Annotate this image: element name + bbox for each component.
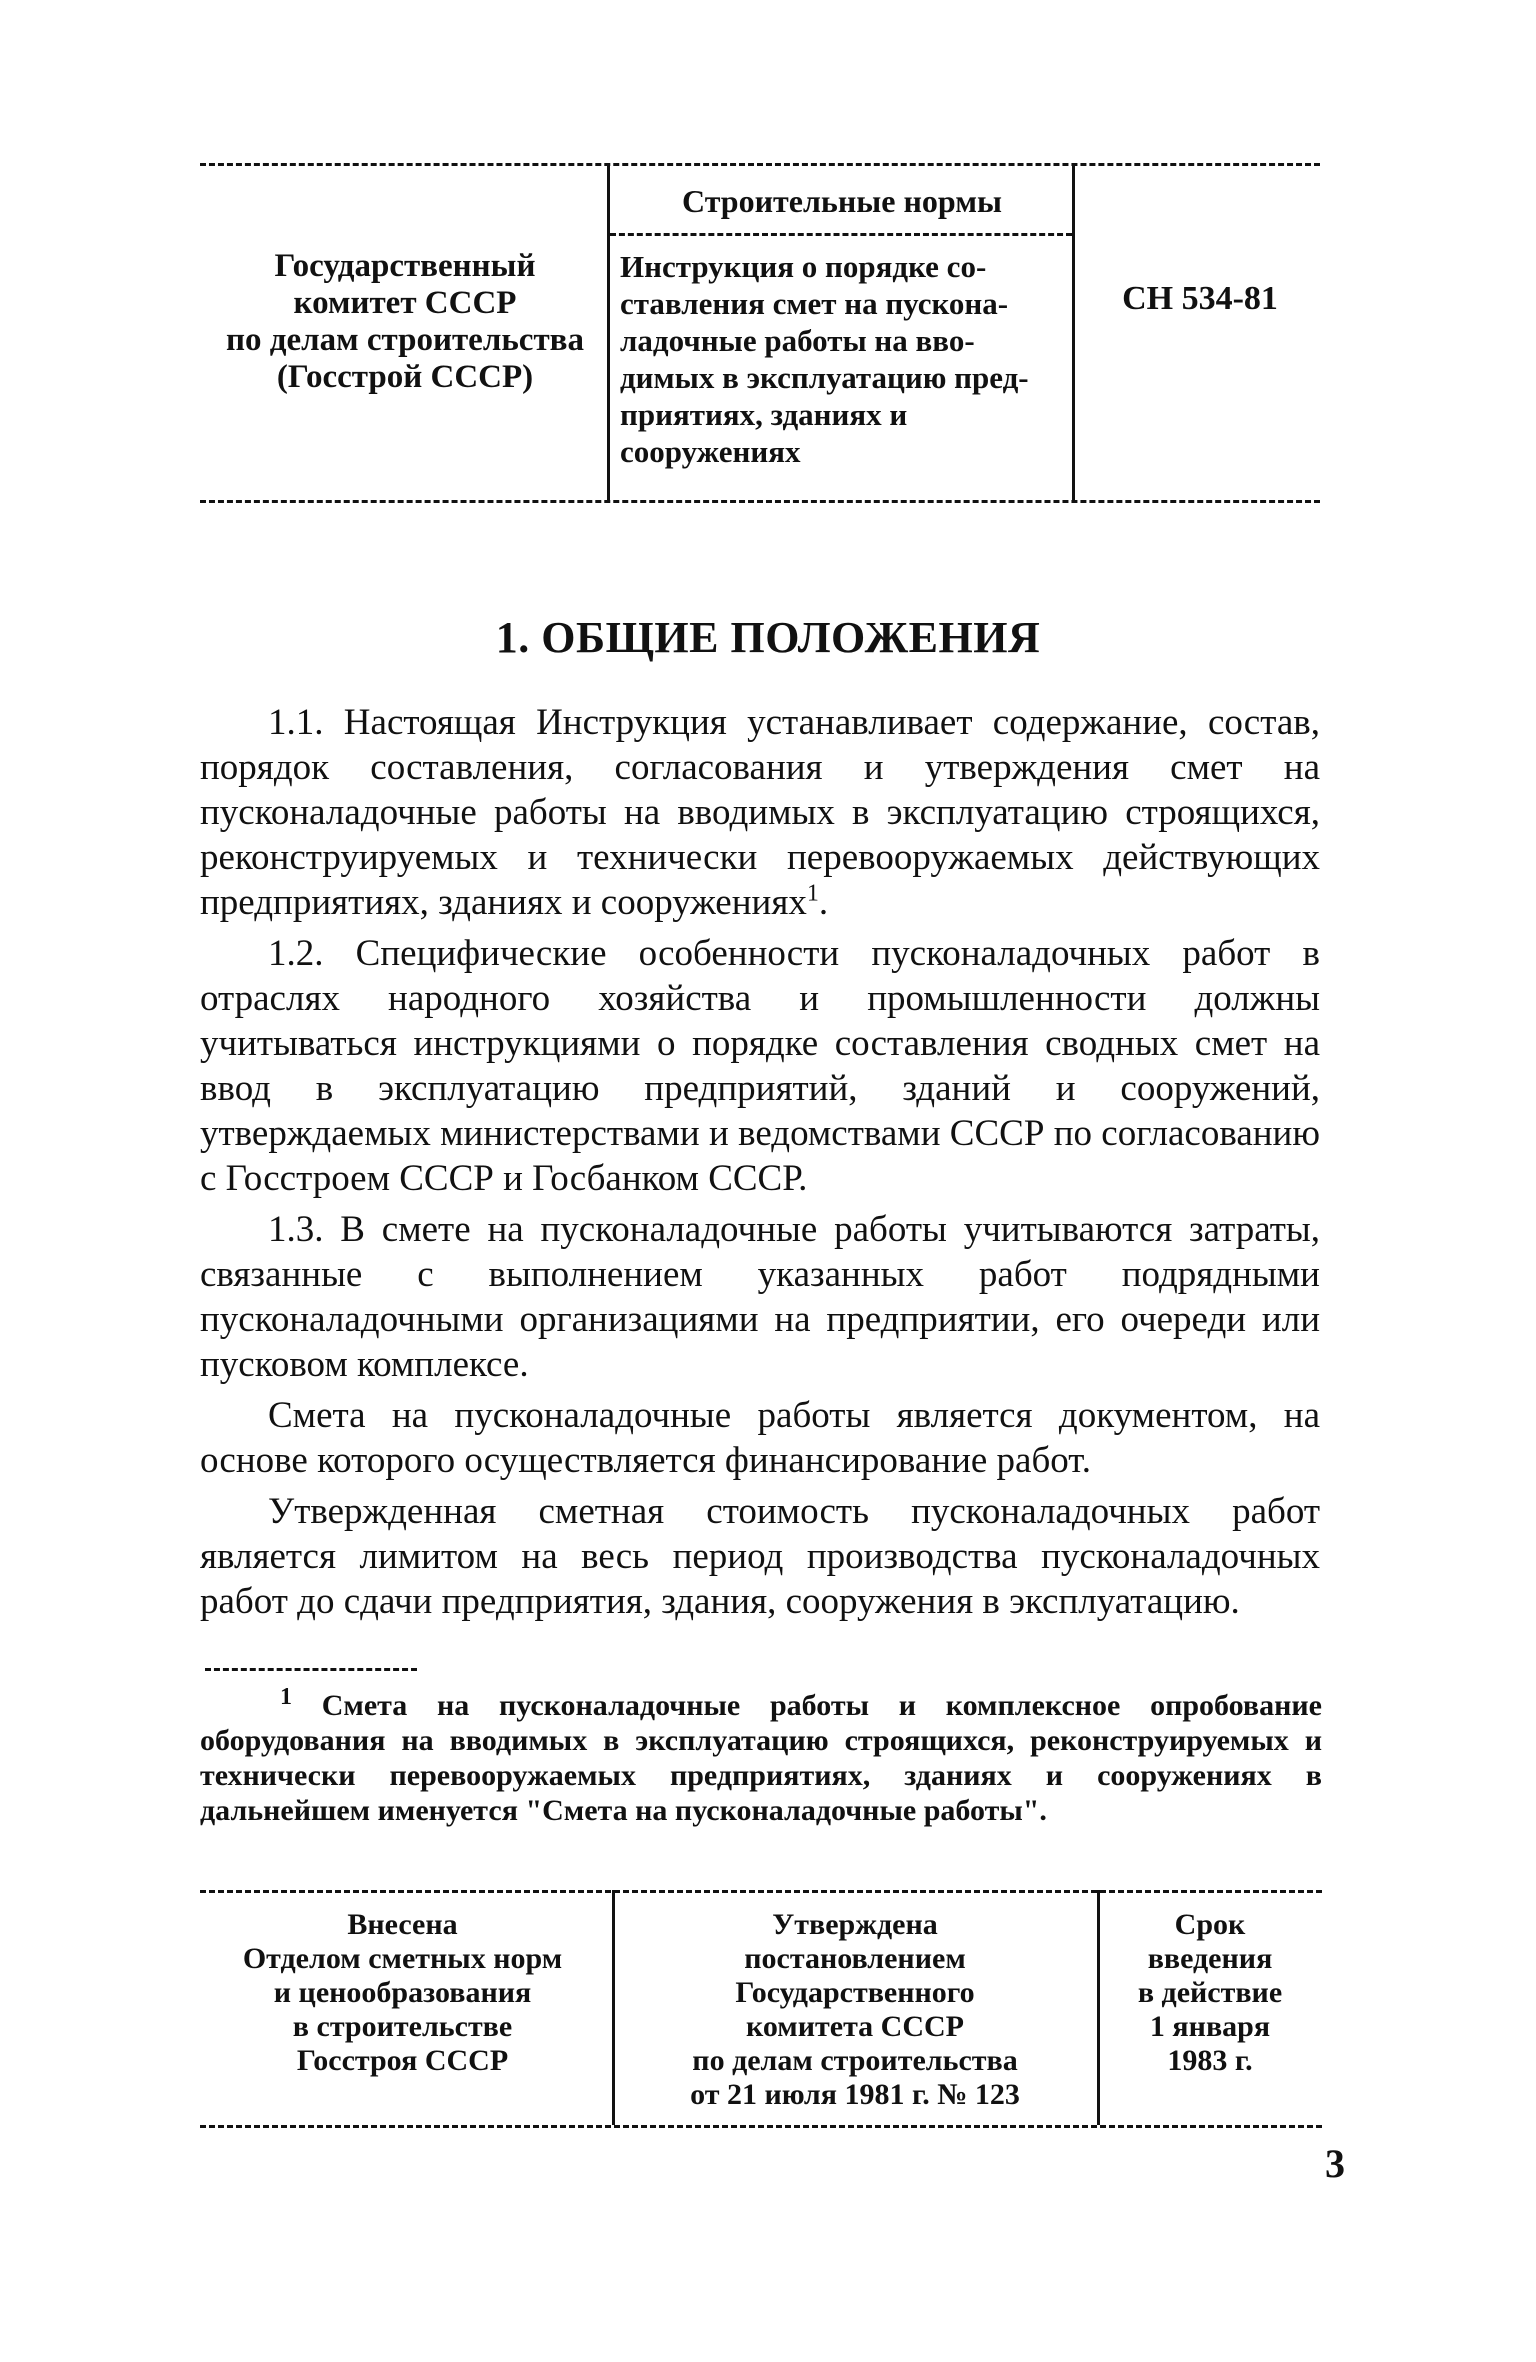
effective-line: введения (1147, 1942, 1273, 1975)
footnote-text: Смета на пусконаладочные работы и комплексное опробование оборудования на вводимых в эксплуатацию строящихся, реконструируемых и технически перевооружаемых предприятиях, зданиях и сооружениях в дальнейшем именуется "Смета на пусконаладочные работы". (200, 1689, 1323, 1827)
page-number: 3 (1325, 2141, 1345, 2186)
norms-title: Строительные нормы (682, 183, 1002, 219)
approved-line: комитета СССР (745, 2010, 964, 2043)
submitted-line: и ценообразования (273, 1976, 532, 2009)
title-line: сооружениях (620, 434, 801, 469)
submitted-line: Отделом сметных норм (242, 1942, 563, 1975)
header-bottom-rule (200, 500, 1320, 503)
submitted-line: Госстроя СССР (296, 2044, 509, 2077)
title-line: ладочные работы на вво- (620, 323, 975, 358)
authority-line: Государственный (274, 248, 536, 284)
effective-date (1100, 1908, 1320, 2078)
effective-line: Срок (1174, 1908, 1246, 1941)
document-body (200, 700, 1320, 1630)
approval-bottom-rule (200, 2125, 1322, 2128)
footnote-mark: 1 (280, 1684, 292, 1710)
authority-line: по делам строительства (226, 322, 584, 358)
header-top-rule (200, 163, 1320, 166)
approved-line: постановлением (744, 1942, 966, 1975)
paragraph-end: . (818, 882, 829, 923)
effective-line: в действие (1137, 1976, 1283, 2009)
authority-line: (Госстрой СССР) (276, 359, 534, 395)
title-line: Инструкция о порядке со- (620, 249, 987, 284)
title-line: димых в эксплуатацию пред- (620, 360, 1029, 395)
title-line: приятиях, зданиях и (620, 397, 908, 432)
submitted-line: Внесена (347, 1908, 458, 1941)
document-code: СН 534-81 (1122, 280, 1278, 317)
submitted-by (195, 1908, 610, 2078)
paragraph-1-2: 1.2. Специфические особенности пусконаладочных работ в отраслях народного хозяйства и промышленности должны учитываться инструкциями о порядке составления сводных смет на ввод в эксплуатацию предприятий, зданий и сооружений, утверждаемых министерствами и ведомствами СССР по согласованию с Госстроем СССР и Госбанком СССР. (200, 933, 1320, 1199)
paragraph-text: 1.1. Настоящая Инструкция устанавливает содержание, состав, порядок составления, согласования и утверждения смет на пусконаладочные работы на вводимых в эксплуатацию строящихся, реконструируемых и технически перевооружаемых действующих предприятиях, зданиях и сооружениях (200, 702, 1320, 923)
title-line: ставления смет на пускона- (620, 286, 1009, 321)
submitted-line: в строительстве (292, 2010, 513, 2043)
paragraph-estimate-document: Смета на пусконаладочные работы является документом, на основе которого осуществляется финансирование работ. (200, 1395, 1320, 1481)
header-mid-separator (610, 233, 1072, 236)
approved-by (615, 1908, 1095, 2112)
effective-line: 1 января (1149, 2010, 1271, 2043)
effective-line: 1983 г. (1167, 2044, 1253, 2077)
paragraph-estimate-limit: Утвержденная сметная стоимость пусконаладочных работ является лимитом на весь период производства пусконаладочных работ до сдачи предприятия, здания, сооружения в эксплуатацию. (200, 1491, 1320, 1622)
approval-top-rule (200, 1890, 1322, 1893)
footnote (200, 1684, 1323, 1828)
paragraph-1-1 (200, 700, 1320, 925)
header-divider-left (607, 163, 610, 500)
footnote-rule (205, 1668, 417, 1671)
document-title (620, 248, 1075, 470)
section-heading: 1. ОБЩИЕ ПОЛОЖЕНИЯ (495, 613, 1041, 662)
paragraph-1-3: 1.3. В смете на пусконаладочные работы учитываются затраты, связанные с выполнением указанных работ подрядными пусконаладочными организациями на предприятии, его очереди или пусковом комплексе. (200, 1209, 1320, 1385)
issuing-authority (205, 248, 605, 396)
approved-line: Утверждена (772, 1908, 938, 1941)
approved-line: по делам строительства (692, 2044, 1018, 2077)
approved-line: от 21 июля 1981 г. № 123 (690, 2078, 1020, 2111)
footnote-ref: 1 (806, 880, 819, 907)
authority-line: комитет СССР (293, 285, 517, 321)
approved-line: Государственного (735, 1976, 975, 2009)
